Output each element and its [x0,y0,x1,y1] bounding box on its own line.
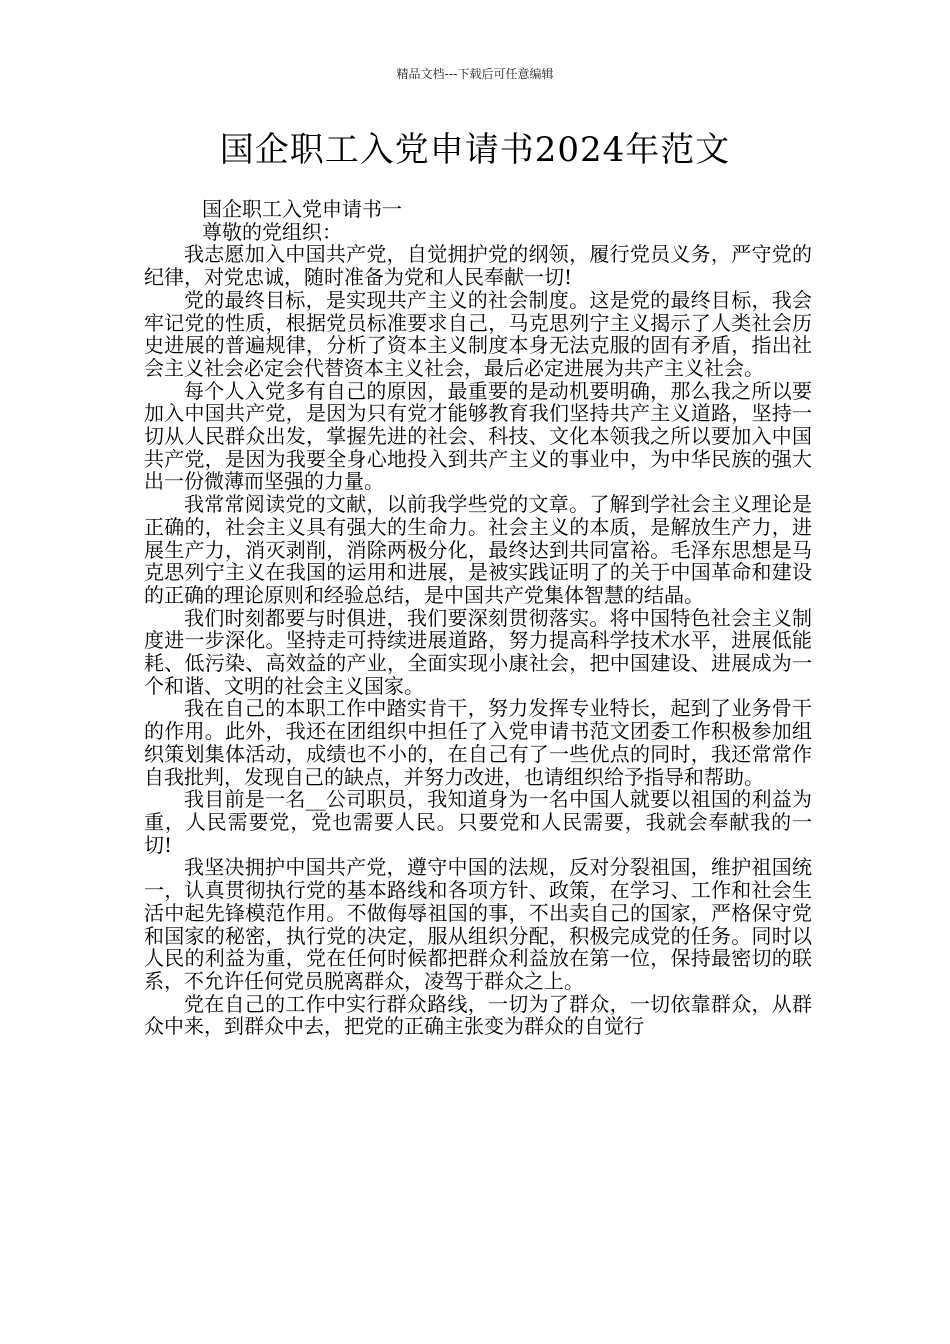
paragraph-3: 每个人入党多有自己的原因，最重要的是动机要明确，那么我之所以要加入中国共产党，是因为只有党才能够教育我们坚持共产主义道路，坚持一切从人民群众出发，掌握先进的社会、科技、文化本领我之所以要加入中国共产党，是因为我要全身心地投入到共产主义的事业中，为中华民族的强大出一份微薄而坚强的力量。 [144,378,812,494]
document-subtitle: 国企职工入党申请书一 [202,197,402,221]
paragraph-5: 我们时刻都要与时俱进，我们要深刻贯彻落实。将中国特色社会主义制度进一步深化。坚持走可持续进展道路，努力提高科学技术水平，进展低能耗、低污染、高效益的产业，全面实现小康社会，把中国建设、进展成为一个和谐、文明的社会主义国家。 [144,605,812,698]
paragraph-8: 我坚决拥护中国共产党，遵守中国的法规，反对分裂祖国，维护祖国统一，认真贯彻执行党的基本路线和各项方针、政策，在学习、工作和社会生活中起先锋模范作用。不做侮辱祖国的事，不出卖自己的国家，严格保守党和国家的秘密，执行党的决定，服从组织分配，积极完成党的任务。同时以人民的利益为重，党在任何时候都把群众利益放在第一位，保持最密切的联系，不允许任何党员脱离群众，凌驾于群众之上。 [144,855,812,993]
salutation: 尊敬的党组织： [202,219,342,244]
paragraph-9: 党在自己的工作中实行群众路线，一切为了群众，一切依靠群众，从群众中来，到群众中去，把党的正确主张变为群众的自觉行 [144,991,812,1039]
paragraph-6: 我在自己的本职工作中踏实肯干，努力发挥专业特长，起到了业务骨干的作用。此外，我还在团组织中担任了入党申请书范文团委工作积极参加组织策划集体活动，成绩也不小的，在自己有了一些优点的同时，我还常常作自我批判，发现自己的缺点，并努力改进，也请组织给予指导和帮助。 [144,696,812,789]
paragraph-7: 我目前是一名__公司职员，我知道身为一名中国人就要以祖国的利益为重，人民需要党，党也需要人民。只要党和人民需要，我就会奉献我的一切! [144,787,812,857]
page-header: 精品文档---下载后可任意编辑 [396,67,554,81]
paragraph-1: 我志愿加入中国共产党，自觉拥护党的纲领，履行党员义务，严守党的纪律，对党忠诚，随时准备为党和人民奉献一切! [144,242,812,290]
document-body [144,198,812,1038]
paragraph-4: 我常常阅读党的文献，以前我学些党的文章。了解到学社会主义理论是正确的，社会主义具有强大的生命力。社会主义的本质，是解放生产力，进展生产力，消灭剥削，消除两极分化，最终达到共同富裕。毛泽东思想是马克思列宁主义在我国的运用和进展，是被实践证明了的关于中国革命和建设的正确的理论原则和经验总结，是中国共产党集体智慧的结晶。 [144,492,812,607]
document-title: 国企职工入党申请书2024年范文 [219,130,731,170]
paragraph-2: 党的最终目标，是实现共产主义的社会制度。这是党的最终目标，我会牢记党的性质，根据党员标准要求自己，马克思列宁主义揭示了人类社会历史进展的普遍规律，分析了资本主义制度本身无法克服的固有矛盾，指出社会主义社会必定会代替资本主义社会，最后必定进展为共产主义社会。 [144,287,812,380]
